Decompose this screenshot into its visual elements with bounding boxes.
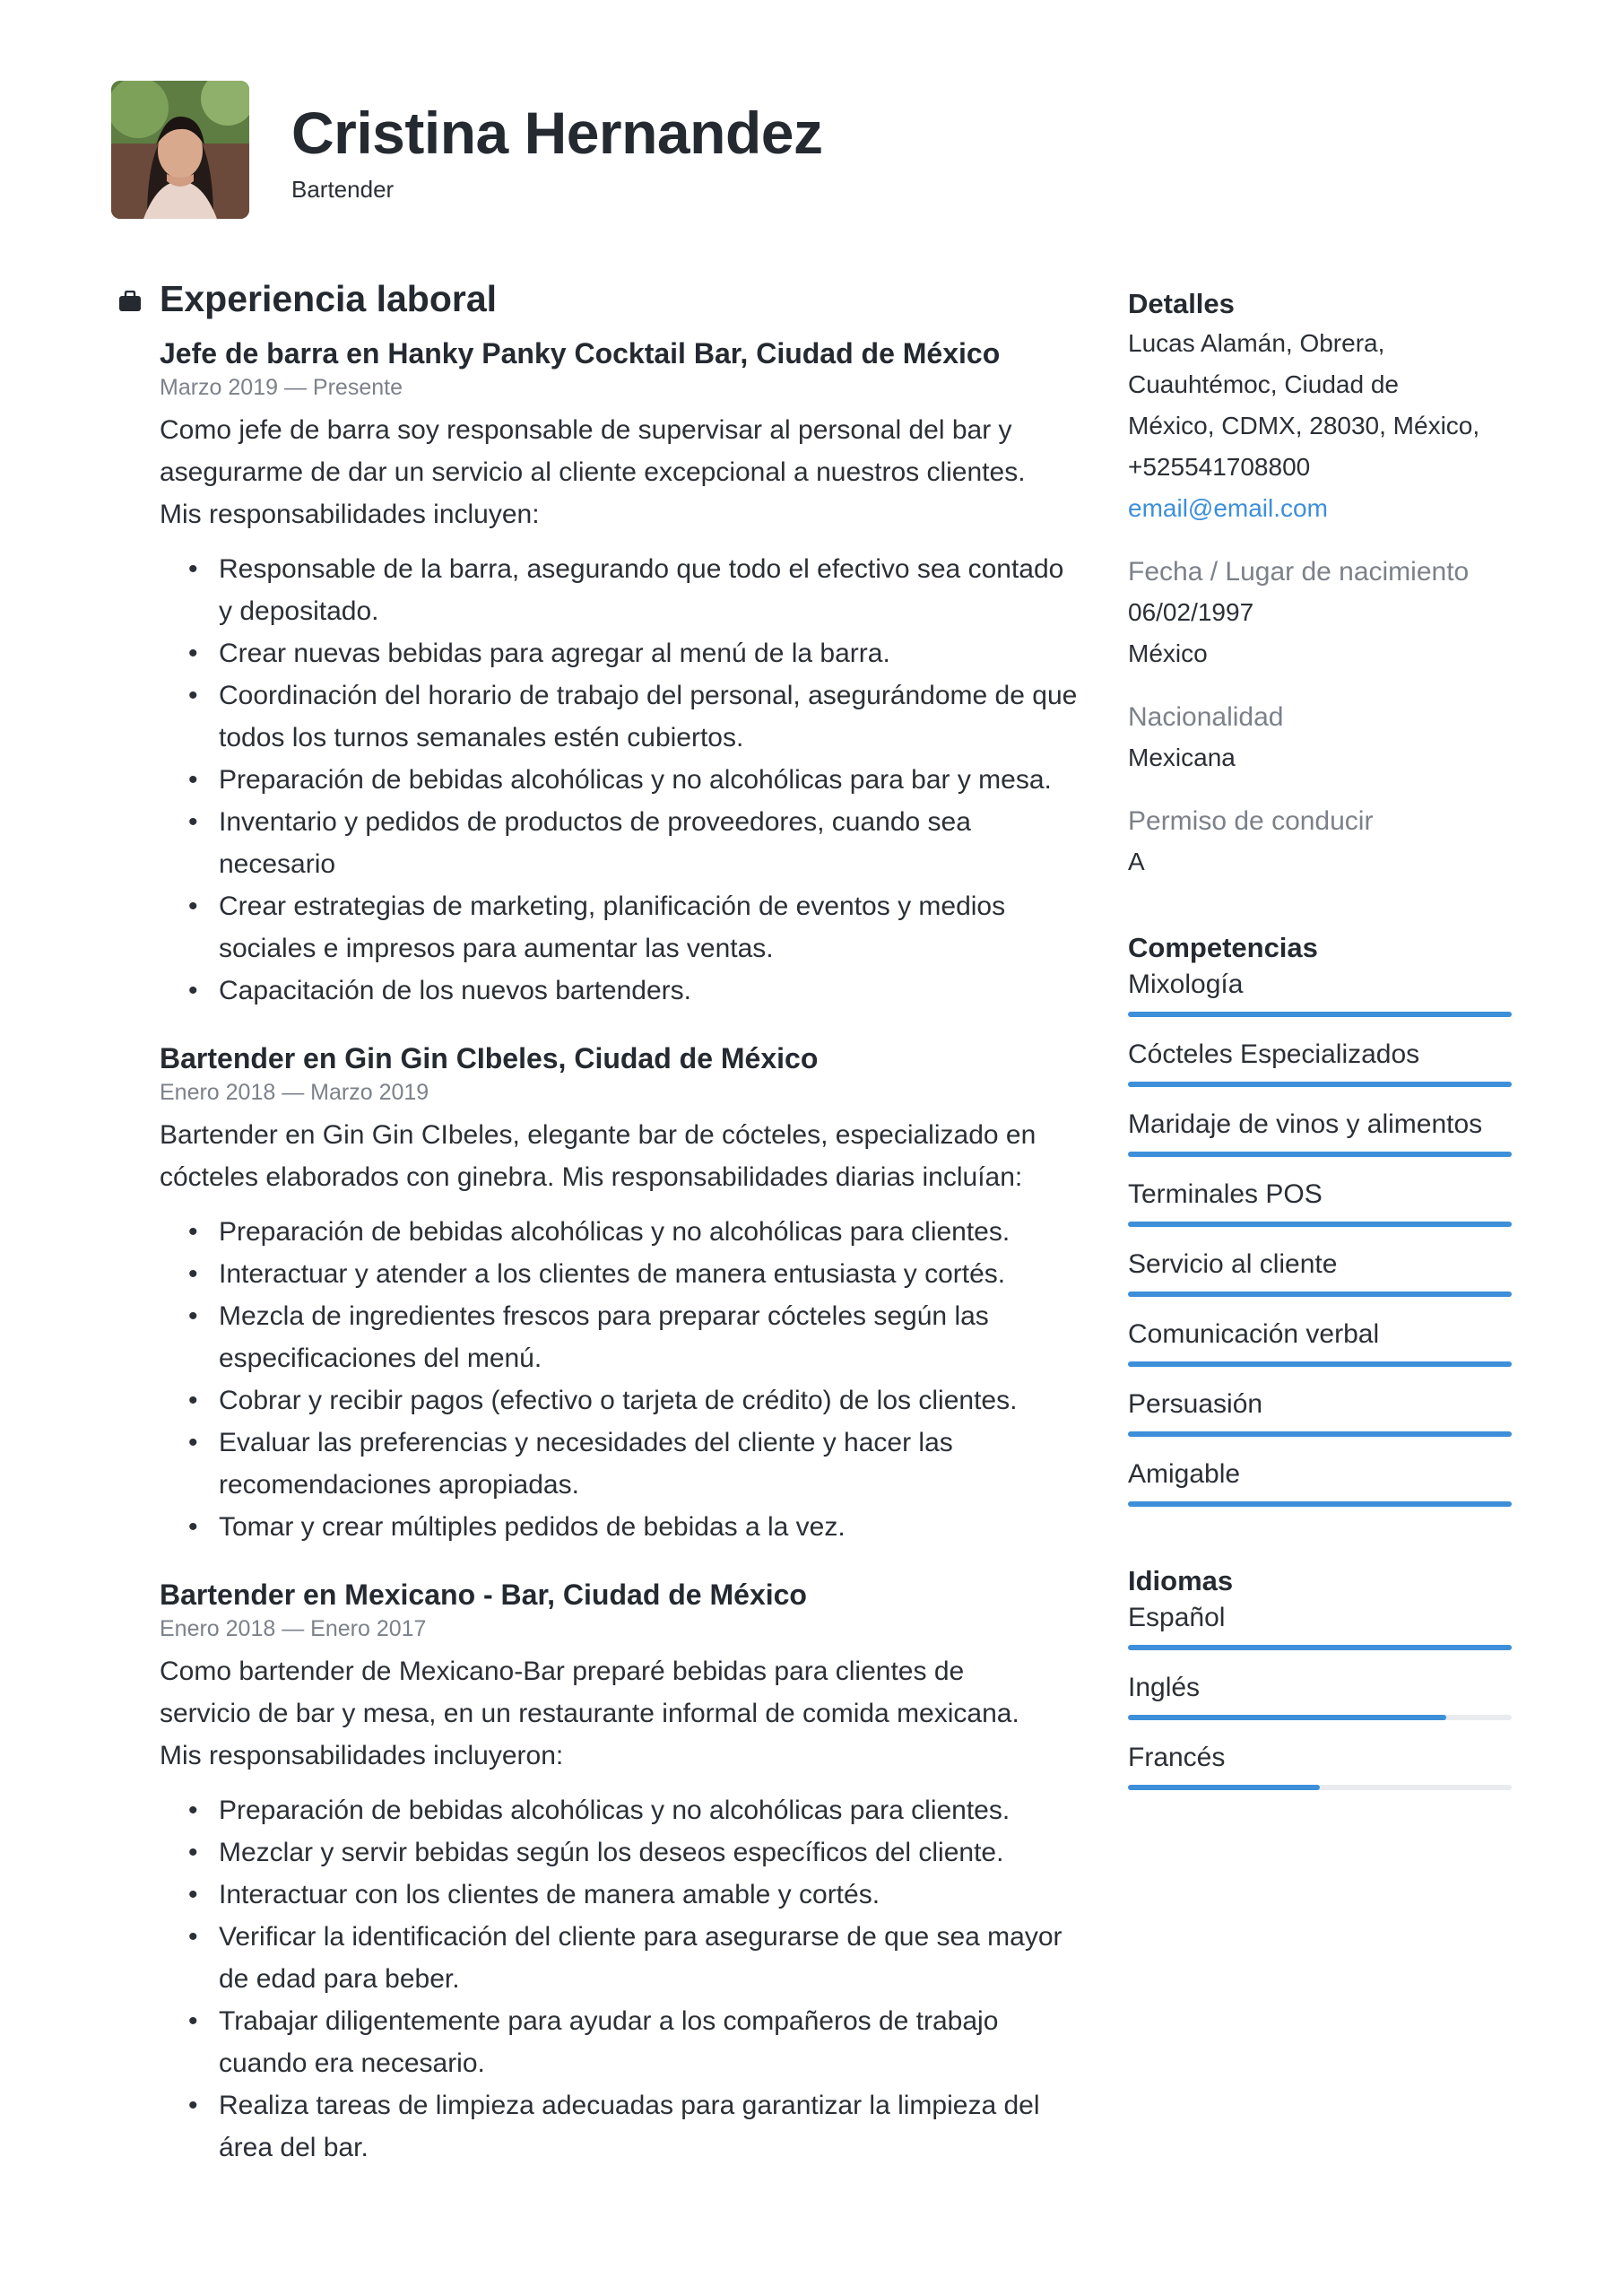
skill-item-level-fill [1128,1012,1512,1017]
birth-label: Fecha / Lugar de nacimiento [1128,557,1470,587]
skill-item [1128,1317,1514,1387]
language-item-level-track [1128,1785,1512,1790]
job-heading: Bartender en Mexicano - Bar, Ciudad de México [160,1578,807,1611]
job-bullet: • Mezclar y servir bebidas según los deseos específicos del cliente. [219,1831,1080,1874]
experience-section [111,274,1080,2169]
job-bullets [160,1789,1065,2169]
nationality-value: Mexicana [1128,744,1236,771]
license-value: A [1128,848,1145,875]
job-bullet: • Interactuar y atender a los clientes de manera entusiasta y cortés. [219,1253,1080,1295]
skill-item-level-track [1128,1082,1512,1087]
skill-item-name: Maridaje de vinos y alimentos [1128,1109,1483,1139]
job-bullet: • Realiza tareas de limpieza adecuadas para garantizar la limpieza del área del bar. [219,2084,1080,2169]
job-heading: Jefe de barra en Hanky Panky Cocktail Bar, Ciudad de México [160,337,1001,370]
skill-item-name: Comunicación verbal [1128,1319,1380,1349]
job-bullet: • Evaluar las preferencias y necesidades del cliente y hacer las recomendaciones apropiadas. [219,1422,1080,1506]
language-item-level-fill [1128,1785,1320,1790]
language-item-name: Inglés [1128,1673,1201,1702]
job-bullet: • Crear nuevas bebidas para agregar al menú de la barra. [219,632,1080,674]
language-item-level-track [1128,1715,1512,1720]
job-entry [160,1577,1065,2169]
skill-item [1128,1037,1514,1107]
skill-item-level-fill [1128,1082,1512,1087]
skill-item [1128,1247,1514,1317]
sidebar [1128,285,1514,1810]
language-item [1128,1740,1514,1810]
job-heading: Bartender en Gin Gin CIbeles, Ciudad de México [160,1042,819,1074]
birth-date: 06/02/1997 [1128,598,1254,626]
email-link[interactable]: email@email.com [1128,494,1328,522]
job-bullet: • Mezcla de ingredientes frescos para preparar cócteles según las especificaciones del menú. [219,1295,1080,1379]
phone-number: +525541708800 [1128,453,1311,481]
job-bullet: • Preparación de bebidas alcohólicas y no alcohólicas para clientes. [219,1211,1080,1253]
job-dates: Enero 2018 — Enero 2017 [160,1616,427,1641]
job-bullet: • Cobrar y recibir pagos (efectivo o tarjeta de crédito) de los clientes. [219,1379,1080,1422]
job-bullet: • Interactuar con los clientes de manera amable y cortés. [219,1874,1080,1916]
briefcase-icon [118,291,142,312]
language-item-name: Francés [1128,1743,1226,1772]
section-header [111,274,1080,330]
job-entry [160,335,1078,1012]
job-bullet: • Coordinación del horario de trabajo del personal, asegurándome de que todos los turnos semanales estén cubiertos. [219,674,1080,759]
language-item [1128,1600,1514,1670]
skill-item-level-fill [1128,1222,1512,1227]
skill-item-level-track [1128,1361,1512,1367]
skill-item-level-track [1128,1222,1512,1227]
skill-item-name: Cócteles Especializados [1128,1039,1420,1069]
job-bullets [160,548,1078,1012]
job-entry [160,1040,1065,1548]
address-line: Lucas Alamán, Obrera, [1128,329,1385,357]
section-title: Experiencia laboral [160,278,498,319]
languages-section [1128,1562,1514,1810]
language-item-name: Español [1128,1603,1226,1632]
skill-item-name: Terminales POS [1128,1179,1323,1209]
job-bullets [160,1211,1065,1548]
job-bullet: • Preparación de bebidas alcohólicas y no alcohólicas para clientes. [219,1789,1080,1831]
language-item [1128,1670,1514,1740]
languages-heading: Idiomas [1128,1565,1234,1596]
job-bullet: • Preparación de bebidas alcohólicas y no alcohólicas para bar y mesa. [219,759,1080,801]
skill-item-level-fill [1128,1501,1512,1507]
address-line: México, CDMX, 28030, México, [1128,412,1480,439]
address-line: Cuauhtémoc, Ciudad de [1128,370,1399,398]
job-summary: Bartender en Gin Gin CIbeles, elegante bar de cócteles, especializado en cócteles elaborados con ginebra. Mis responsabilidades diarias incluían: [160,1120,1037,1192]
skill-item [1128,1177,1514,1247]
skill-item-level-track [1128,1501,1512,1507]
candidate-title: Bartender [291,176,395,203]
skill-item-level-fill [1128,1152,1512,1157]
profile-photo [111,81,249,219]
skill-item [1128,1107,1514,1177]
skill-item-level-track [1128,1431,1512,1437]
job-dates: Enero 2018 — Marzo 2019 [160,1080,429,1105]
language-item-level-track [1128,1645,1512,1650]
job-bullet: • Capacitación de los nuevos bartenders. [219,970,1080,1012]
birth-place: México [1128,639,1208,667]
job-bullet: • Verificar la identificación del cliente para asegurarse de que sea mayor de edad para beber. [219,1916,1080,2000]
skills-list [1128,967,1514,1526]
skill-item-name: Amigable [1128,1459,1241,1489]
languages-list [1128,1600,1514,1810]
job-bullet: • Crear estrategias de marketing, planificación de eventos y medios sociales e impresos para aumentar las ventas. [219,885,1080,970]
skill-item-level-fill [1128,1292,1512,1297]
resume-header [111,81,1008,221]
skill-item-name: Mixología [1128,970,1244,999]
skills-heading: Competencias [1128,932,1318,963]
job-summary: Como bartender de Mexicano-Bar preparé bebidas para clientes de servicio de bar y mesa, en un restaurante informal de comida mexicana. Mis responsabilidades incluyeron: [160,1657,1019,1770]
skills-section [1128,929,1514,1526]
skill-item-level-track [1128,1012,1512,1017]
job-dates: Marzo 2019 — Presente [160,375,403,400]
job-bullet: • Responsable de la barra, asegurando que todo el efectivo sea contado y depositado. [219,548,1080,632]
skill-item [1128,1457,1514,1526]
nationality-label: Nacionalidad [1128,702,1284,732]
skill-item [1128,1387,1514,1457]
avatar-image [111,81,249,219]
skill-item-level-track [1128,1292,1512,1297]
skill-item-level-track [1128,1152,1512,1157]
skill-item-name: Persuasión [1128,1389,1263,1419]
job-bullet: • Tomar y crear múltiples pedidos de bebidas a la vez. [219,1506,1080,1548]
license-label: Permiso de conducir [1128,806,1374,836]
job-summary: Como jefe de barra soy responsable de supervisar al personal del bar y asegurarme de dar un servicio al cliente excepcional a nuestros clientes. Mis responsabilidades incluyen: [160,415,1026,529]
skill-item [1128,967,1514,1037]
language-item-level-fill [1128,1715,1446,1720]
job-bullet: • Trabajar diligentemente para ayudar a los compañeros de trabajo cuando era necesario. [219,2000,1080,2084]
candidate-name: Cristina Hernandez [291,100,823,166]
skill-item-level-fill [1128,1431,1512,1437]
language-item-level-fill [1128,1645,1512,1650]
skill-item-level-fill [1128,1361,1512,1367]
job-bullet: • Inventario y pedidos de productos de proveedores, cuando sea necesario [219,801,1080,885]
skill-item-name: Servicio al cliente [1128,1249,1338,1279]
details-heading: Detalles [1128,288,1235,319]
